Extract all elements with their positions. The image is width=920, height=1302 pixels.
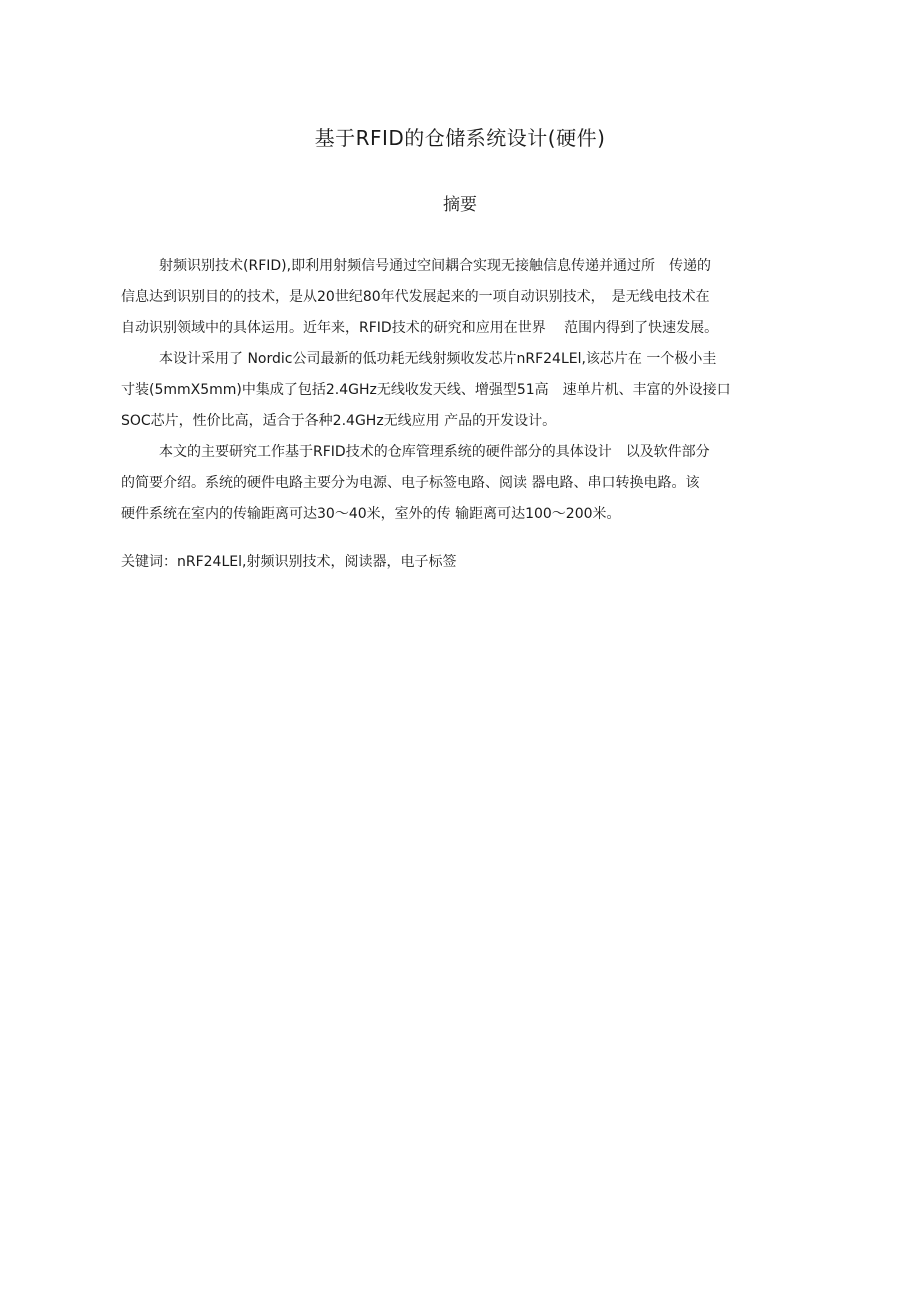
paragraph-line: 信息达到识别目的的技术，是从20世纪80年代发展起来的一项自动识别技术， 是无线电技术在 <box>121 289 710 305</box>
page-title: 基于RFID的仓储系统设计(硬件) <box>314 126 606 150</box>
paragraph-line: 射频识别技术(RFID),即利用射频信号通过空间耦合实现无接触信息传递并通过所 传递的 <box>159 258 712 274</box>
paragraph-line: 本设计采用了 Nordic公司最新的低功耗无线射频收发芯片nRF24LEl,该芯片在 一个极小圭 <box>159 351 717 367</box>
keywords-line: 关键词：nRF24LEl,射频识别技术，阅读器，电子标签 <box>121 554 457 570</box>
abstract-body <box>121 251 811 530</box>
paragraph-line: 本文的主要研究工作基于RFID技术的仓库管理系统的硬件部分的具体设计 以及软件部分 <box>159 444 710 460</box>
paragraph-line: 硬件系统在室内的传输距离可达30～40米，室外的传 输距离可达100～200米。 <box>121 506 621 522</box>
paragraph-line: SOC芯片，性价比高，适合于各种2.4GHz无线应用 产品的开发设计。 <box>121 413 557 429</box>
paragraph-line: 寸装(5mmX5mm)中集成了包括2.4GHz无线收发天线、增强型51高 速单片机、丰富的外设接口 <box>121 382 731 398</box>
paragraph-line: 自动识别领域中的具体运用。近年来，RFID技术的研究和应用在世界 范围内得到了快速发展。 <box>121 320 719 336</box>
abstract-heading: 摘要 <box>443 195 477 215</box>
abstract-paragraph-3 <box>121 437 811 530</box>
paragraph-line: 的简要介绍。系统的硬件电路主要分为电源、电子标签电路、阅读 器电路、串口转换电路。该 <box>121 475 700 491</box>
abstract-paragraph-2 <box>121 344 811 437</box>
abstract-paragraph-1 <box>121 251 811 344</box>
